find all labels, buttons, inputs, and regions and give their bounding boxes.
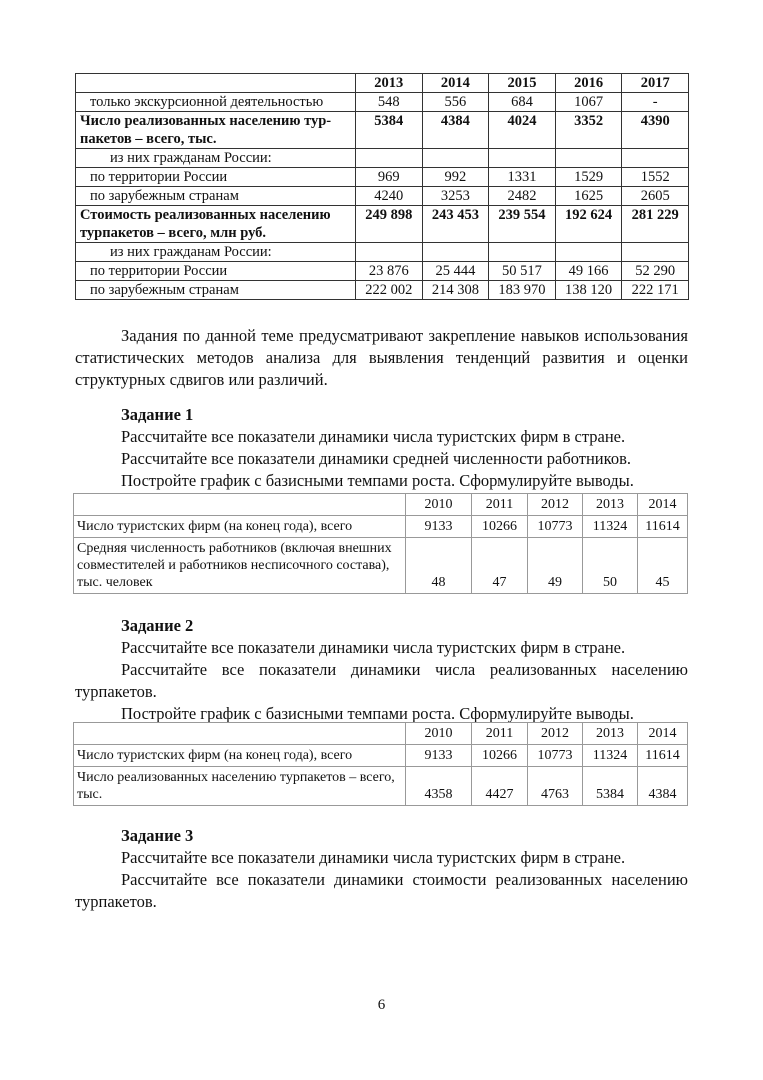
- table-row: [76, 112, 689, 149]
- row-label: по зарубежным странам: [76, 281, 356, 300]
- task-1-line: Рассчитайте все показатели динамики числа туристских фирм в стране.: [121, 427, 626, 446]
- row-label: по территории России: [76, 262, 356, 281]
- value-cell: 23 876: [356, 262, 423, 281]
- value-cell: [489, 149, 556, 168]
- value-cell: 10773: [528, 745, 583, 767]
- header-empty-cell: [76, 74, 356, 93]
- value-cell: 4763: [528, 767, 583, 806]
- value-cell: 1552: [622, 168, 689, 187]
- value-cell: 214 308: [422, 281, 489, 300]
- value-cell: 9133: [406, 516, 472, 538]
- value-cell: [555, 243, 622, 262]
- value-cell: 4390: [622, 112, 689, 149]
- table-row: [74, 745, 688, 767]
- value-cell: 25 444: [422, 262, 489, 281]
- value-cell: 11614: [638, 516, 688, 538]
- task-3-paragraph: Рассчитайте все показатели динамики стоимости реализованных населению турпакетов.: [75, 870, 688, 911]
- year-header: 2013: [583, 494, 638, 516]
- value-cell: 222 171: [622, 281, 689, 300]
- value-cell: 1625: [555, 187, 622, 206]
- task-1-line: Рассчитайте все показатели динамики средней численности работников.: [121, 449, 631, 468]
- value-cell: 684: [489, 93, 556, 112]
- value-cell: 183 970: [489, 281, 556, 300]
- value-cell: [422, 149, 489, 168]
- value-cell: 4384: [422, 112, 489, 149]
- value-cell: [356, 243, 423, 262]
- table-row: [76, 243, 689, 262]
- task-3-section: [75, 825, 688, 913]
- task-1-section: [75, 404, 688, 492]
- value-cell: [622, 149, 689, 168]
- year-header: 2013: [583, 723, 638, 745]
- value-cell: 281 229: [622, 206, 689, 243]
- task-2-title: Задание 2: [121, 616, 194, 635]
- year-header: 2014: [638, 494, 688, 516]
- value-cell: 969: [356, 168, 423, 187]
- table-row: [74, 767, 688, 806]
- table-row: [76, 262, 689, 281]
- value-cell: 4384: [638, 767, 688, 806]
- value-cell: 4358: [406, 767, 472, 806]
- row-label: Стоимость реализованных населению турпакетов – всего, млн руб.: [76, 206, 356, 243]
- value-cell: 10266: [472, 745, 528, 767]
- task-2-table: [73, 722, 688, 806]
- table-row: [74, 516, 688, 538]
- value-cell: 52 290: [622, 262, 689, 281]
- value-cell: -: [622, 93, 689, 112]
- table-header-row: [74, 723, 688, 745]
- year-header: 2014: [422, 74, 489, 93]
- row-label: Число туристских фирм (на конец года), всего: [74, 745, 406, 767]
- row-label: Число реализованных населению турпакетов – всего, тыс.: [74, 767, 406, 806]
- row-label: Число туристских фирм (на конец года), всего: [74, 516, 406, 538]
- task-1-table: [73, 493, 688, 594]
- table-row: [76, 187, 689, 206]
- value-cell: [356, 149, 423, 168]
- value-cell: 50 517: [489, 262, 556, 281]
- row-label: Число реализованных населению тур-пакетов – всего, тыс.: [76, 112, 356, 149]
- value-cell: 11324: [583, 745, 638, 767]
- value-cell: [622, 243, 689, 262]
- task-3-line: Рассчитайте все показатели динамики числа туристских фирм в стране.: [121, 848, 626, 867]
- row-label: по территории России: [76, 168, 356, 187]
- year-header: 2010: [406, 494, 472, 516]
- value-cell: [489, 243, 556, 262]
- value-cell: 239 554: [489, 206, 556, 243]
- row-label: только экскурсионной деятельностью: [76, 93, 356, 112]
- task-2-paragraph: Рассчитайте все показатели динамики числа реализованных населению турпакетов.: [75, 660, 688, 701]
- year-header: 2011: [472, 494, 528, 516]
- value-cell: 2605: [622, 187, 689, 206]
- value-cell: [422, 243, 489, 262]
- year-header: 2011: [472, 723, 528, 745]
- intro-paragraph: Задания по данной теме предусматривают закрепление навыков использования статистических методов анализа для выявления тенденций развития и оценки структурных сдвигов или различий.: [75, 326, 688, 389]
- value-cell: 4427: [472, 767, 528, 806]
- value-cell: 138 120: [555, 281, 622, 300]
- table-header-row: [76, 74, 689, 93]
- year-header: 2014: [638, 723, 688, 745]
- task-3-title: Задание 3: [121, 826, 194, 845]
- value-cell: 10773: [528, 516, 583, 538]
- value-cell: 3253: [422, 187, 489, 206]
- value-cell: 49: [528, 538, 583, 594]
- value-cell: 11324: [583, 516, 638, 538]
- table-row: [76, 281, 689, 300]
- header-empty-cell: [74, 494, 406, 516]
- value-cell: 5384: [583, 767, 638, 806]
- value-cell: 4024: [489, 112, 556, 149]
- value-cell: 4240: [356, 187, 423, 206]
- table-row: [76, 168, 689, 187]
- value-cell: 992: [422, 168, 489, 187]
- table-row: [76, 149, 689, 168]
- value-cell: 45: [638, 538, 688, 594]
- table-row: [76, 206, 689, 243]
- value-cell: 2482: [489, 187, 556, 206]
- value-cell: 556: [422, 93, 489, 112]
- year-header: 2017: [622, 74, 689, 93]
- year-header: 2012: [528, 723, 583, 745]
- value-cell: 48: [406, 538, 472, 594]
- year-header: 2016: [555, 74, 622, 93]
- task-1-line: Постройте график с базисными темпами роста. Сформулируйте выводы.: [121, 471, 634, 490]
- row-label: по зарубежным странам: [76, 187, 356, 206]
- task-2-line: Постройте график с базисными темпами роста. Сформулируйте выводы.: [121, 704, 634, 723]
- table-row: [76, 93, 689, 112]
- task-2-section: [75, 615, 688, 725]
- task-1-title: Задание 1: [121, 405, 194, 424]
- table-header-row: [74, 494, 688, 516]
- year-header: 2010: [406, 723, 472, 745]
- value-cell: 49 166: [555, 262, 622, 281]
- value-cell: 548: [356, 93, 423, 112]
- value-cell: 249 898: [356, 206, 423, 243]
- value-cell: 11614: [638, 745, 688, 767]
- value-cell: 192 624: [555, 206, 622, 243]
- year-header: 2012: [528, 494, 583, 516]
- value-cell: 222 002: [356, 281, 423, 300]
- value-cell: 1331: [489, 168, 556, 187]
- year-header: 2013: [356, 74, 423, 93]
- value-cell: 243 453: [422, 206, 489, 243]
- table-row: [74, 538, 688, 594]
- value-cell: 3352: [555, 112, 622, 149]
- value-cell: 1529: [555, 168, 622, 187]
- value-cell: 50: [583, 538, 638, 594]
- value-cell: 47: [472, 538, 528, 594]
- value-cell: 5384: [356, 112, 423, 149]
- page-number: 6: [377, 997, 386, 1013]
- tourism-statistics-table: [75, 73, 689, 300]
- row-label: Средняя численность работников (включая внешних совместителей и работников несписочного состава), тыс. человек: [74, 538, 406, 594]
- value-cell: 1067: [555, 93, 622, 112]
- row-label: из них гражданам России:: [76, 149, 356, 168]
- year-header: 2015: [489, 74, 556, 93]
- header-empty-cell: [74, 723, 406, 745]
- task-2-line: Рассчитайте все показатели динамики числа туристских фирм в стране.: [121, 638, 626, 657]
- value-cell: 9133: [406, 745, 472, 767]
- row-label: из них гражданам России:: [76, 243, 356, 262]
- value-cell: 10266: [472, 516, 528, 538]
- value-cell: [555, 149, 622, 168]
